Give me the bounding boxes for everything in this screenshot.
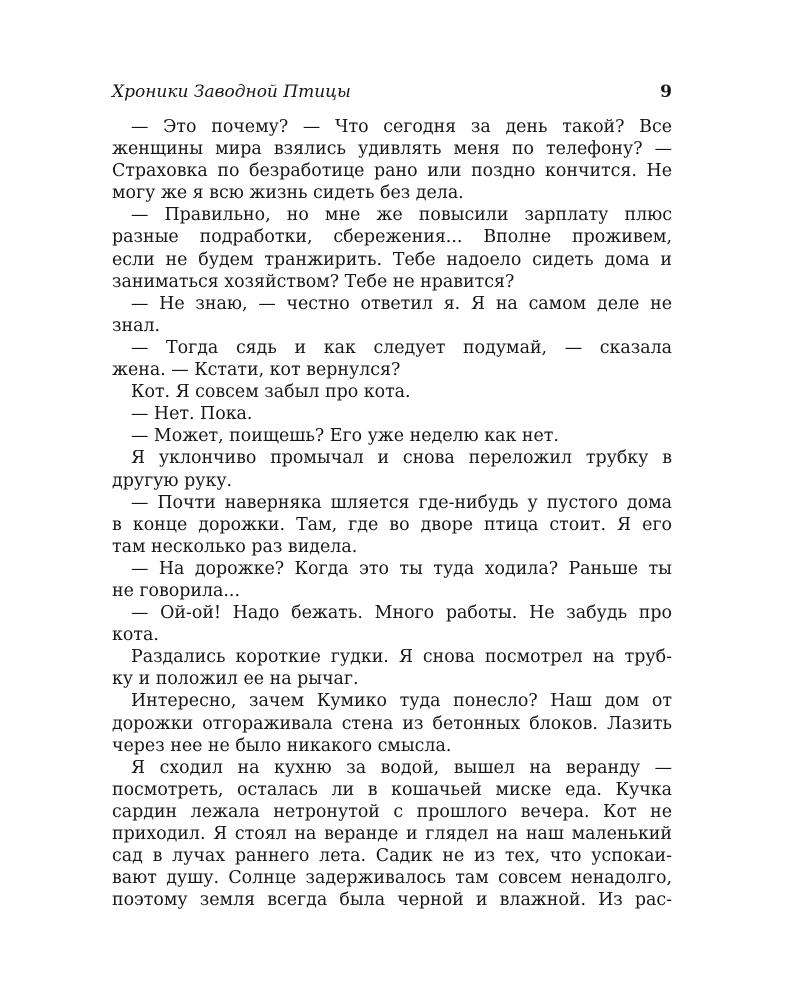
running-title: Хроники Заводной Птицы [112,82,351,102]
text-line: другую руку. [112,470,233,491]
text-line: жена. — Кстати, кот вернулся? [112,360,401,381]
text-line: не говорила... [112,580,240,601]
text-line: приходил. Я стоял на веранде и глядел на наш маленький [112,824,672,844]
text-line: Я уклончиво промычал и снова переложил трубку в [131,448,672,469]
text-line: через нее не было никакого смысла. [112,735,452,756]
text-line: — Не знаю, — честно ответил я. Я на самом деле не [131,293,672,314]
text-line: могу же я всю жизнь сидеть без дела. [112,183,464,204]
text-line: если не будем транжирить. Тебе надоело сидеть дома и [112,249,672,270]
text-line: сад в лучах раннего лета. Садик не из тех, что успокаи- [112,846,672,867]
text-line: поэтому земля всегда была черной и влажной. Из рас- [112,890,672,911]
text-line: — На дорожке? Когда это ты туда ходила? Раньше ты [131,558,672,579]
text-line: посмотреть, осталась ли в кошачьей миске еда. Кучка [112,779,672,800]
text-line: дорожки отгораживала стена из бетонных блоков. Лазить [112,713,672,734]
text-line: Кот. Я совсем забыл про кота. [131,382,411,403]
text-line: в конце дорожки. Там, где во дворе птица стоит. Я его [112,514,672,535]
text-line: вают душу. Солнце задерживалось там совсем ненадолго, [112,868,672,889]
text-line: — Может, поищешь? Его уже неделю как нет. [131,426,559,447]
text-line: Я сходил на кухню за водой, вышел на веранду — [131,757,672,778]
text-line: знал. [112,315,161,336]
text-line: Раздались короткие гудки. Я снова посмотрел на труб- [131,647,672,668]
text-line: — Ой-ой! Надо бежать. Много работы. Не забудь про [131,603,672,624]
body-text [112,116,672,911]
text-line: — Тогда сядь и как следует подумай, — сказала [131,337,672,358]
text-line: кота. [112,625,159,646]
text-line: Интересно, зачем Кумико туда понесло? Наш дом от [131,691,672,712]
text-line: разные подработки, сбережения... Вполне проживем, [112,227,672,248]
text-line: — Нет. Пока. [131,404,253,425]
running-header [112,80,672,104]
text-line: женщины мира взялись удивлять меня по телефону? — [112,139,672,160]
text-line: там несколько раз видела. [112,536,358,557]
text-line: сардин лежала нетронутой с прошлого вечера. Кот не [112,801,672,822]
text-line: — Правильно, но мне же повысили зарплату плюс [131,205,672,226]
page-number: 9 [660,82,672,102]
text-line: — Это почему? — Что сегодня за день такой? Все [131,117,672,137]
text-line: — Почти наверняка шляется где-нибудь у пустого дома [131,492,672,513]
text-line: заниматься хозяйством? Тебе не нравится? [112,271,515,292]
text-line: ку и положил ее на рычаг. [112,669,359,690]
text-line: Страховка по безработице рано или поздно кончится. Не [112,161,672,182]
